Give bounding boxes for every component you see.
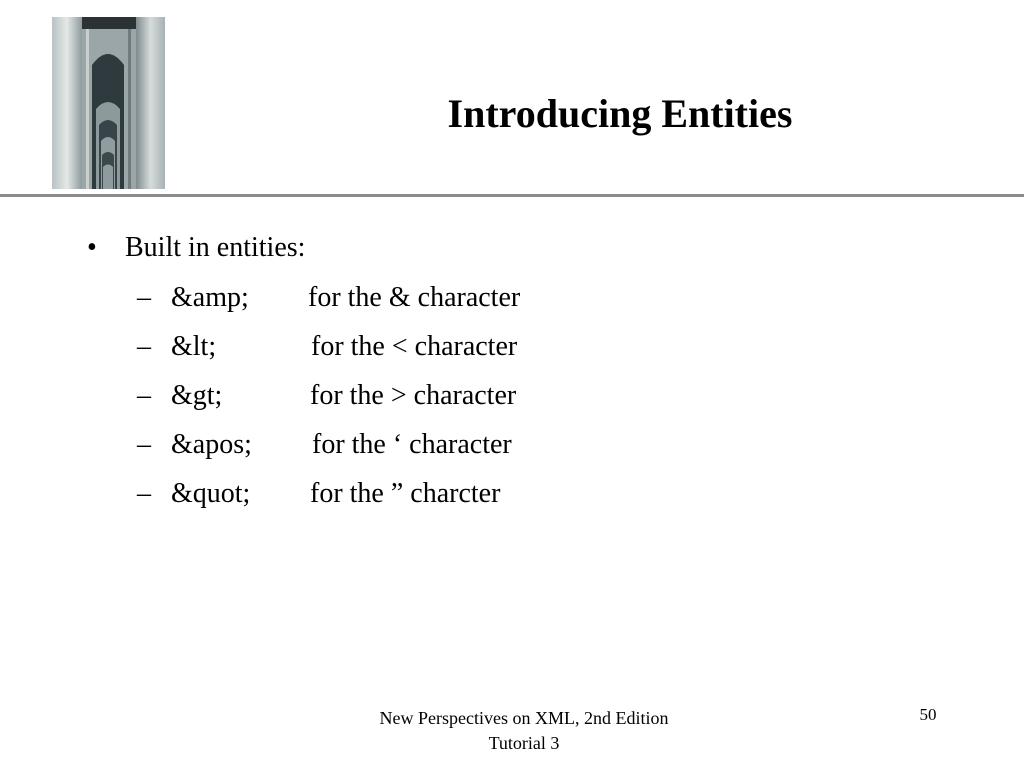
sub-marker: – xyxy=(137,282,151,313)
entity-code: &quot; xyxy=(171,478,251,509)
bridge-arches-photo xyxy=(52,17,165,189)
bullet-marker: • xyxy=(87,232,97,263)
sub-marker: – xyxy=(137,429,151,460)
sub-item-lt xyxy=(137,327,518,367)
sub-item-apos xyxy=(137,425,512,465)
bridge-arches-photo-graphic xyxy=(52,17,165,189)
entity-code: &amp; xyxy=(171,282,249,313)
entity-code: &gt; xyxy=(171,380,223,411)
footer-tutorial: Tutorial 3 xyxy=(488,733,560,753)
entity-description: for the ‘ character xyxy=(312,429,512,460)
sub-item-amp xyxy=(137,278,521,318)
sub-marker: – xyxy=(137,478,151,509)
entity-description: for the > character xyxy=(310,380,517,411)
sub-item-quot xyxy=(137,474,501,514)
entity-description: for the ” charcter xyxy=(310,478,501,509)
slide-title: Introducing Entities xyxy=(447,91,793,136)
entity-description: for the & character xyxy=(308,282,521,313)
bullet-text: Built in entities: xyxy=(125,232,306,263)
sub-marker: – xyxy=(137,380,151,411)
slide-footer xyxy=(324,706,724,756)
page-number: 50 xyxy=(919,705,937,724)
sub-marker: – xyxy=(137,331,151,362)
title-divider xyxy=(0,194,1024,197)
footer-book-title: New Perspectives on XML, 2nd Edition xyxy=(379,708,669,728)
sub-item-gt xyxy=(137,376,517,416)
entity-code: &apos; xyxy=(171,429,252,460)
entity-code: &lt; xyxy=(171,331,217,362)
bullet-item xyxy=(87,228,305,268)
entity-description: for the < character xyxy=(311,331,518,362)
